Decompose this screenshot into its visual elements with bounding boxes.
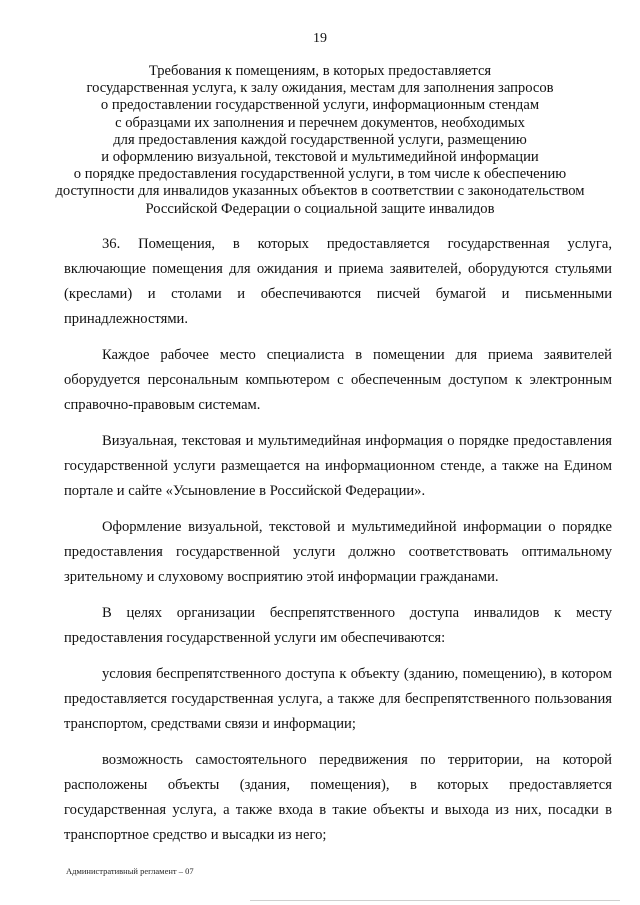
paragraph: возможность самостоятельного передвижения по территории, на которой расположены объекты (здания, помещения), в которых предоставляется государственная услуга, а также входа в такие объекты и выхода из них, посадки в транспортное средство и высадки из него; <box>64 752 612 843</box>
heading-line: государственная услуга, к залу ожидания, местам для заполнения запросов <box>86 80 554 97</box>
paragraph: Каждое рабочее место специалиста в помещении для приема заявителей оборудуется персональным компьютером с обеспеченным доступом к электронным справочно-правовым системам. <box>64 347 612 413</box>
paragraph: условия беспрепятственного доступа к объекту (зданию, помещению), в котором предоставляется государственная услуга, а также для беспрепятственного пользования транспортом, средствами связи и информации; <box>64 666 612 732</box>
scan-edge-line <box>250 900 620 901</box>
paragraph: Визуальная, текстовая и мультимедийная информация о порядке предоставления государственной услуги размещается на информационном стенде, а также на Едином портале и сайте «Усыновление в Российской Федерации». <box>64 433 612 499</box>
heading-line: о порядке предоставления государственной услуги, в том числе к обеспечению <box>73 166 567 183</box>
paragraph: Оформление визуальной, текстовой и мультимедийной информации о порядке предоставления государственной услуги должно соответствовать оптимальному зрительному и слуховому восприятию этой информации гражданами. <box>64 519 612 585</box>
paragraph: В целях организации беспрепятственного доступа инвалидов к месту предоставления государственной услуги им обеспечиваются: <box>64 605 612 646</box>
heading-line: доступности для инвалидов указанных объектов в соответствии с законодательством <box>55 183 585 200</box>
heading-line: о предоставлении государственной услуги, информационным стендам <box>100 97 540 114</box>
page-number: 19 <box>313 31 327 46</box>
heading-line: и оформлению визуальной, текстовой и мультимедийной информации <box>101 149 539 166</box>
section-heading <box>55 63 585 218</box>
paragraph-36: 36. Помещения, в которых предоставляется государственная услуга, включающие помещения для ожидания и приема заявителей, оборудуются стульями (креслами) и столами и обеспечиваются писчей бумагой и письменными принадлежностями. <box>64 236 612 327</box>
document-body <box>64 232 612 848</box>
page-footer: Административный регламент – 07 <box>66 866 194 876</box>
heading-line: Требования к помещениям, в которых предоставляется <box>148 63 492 79</box>
heading-line: с образцами их заполнения и перечнем документов, необходимых <box>115 114 525 131</box>
heading-line: для предоставления каждой государственной услуги, размещению <box>113 131 527 148</box>
heading-line: Российской Федерации о социальной защите инвалидов <box>145 200 495 217</box>
